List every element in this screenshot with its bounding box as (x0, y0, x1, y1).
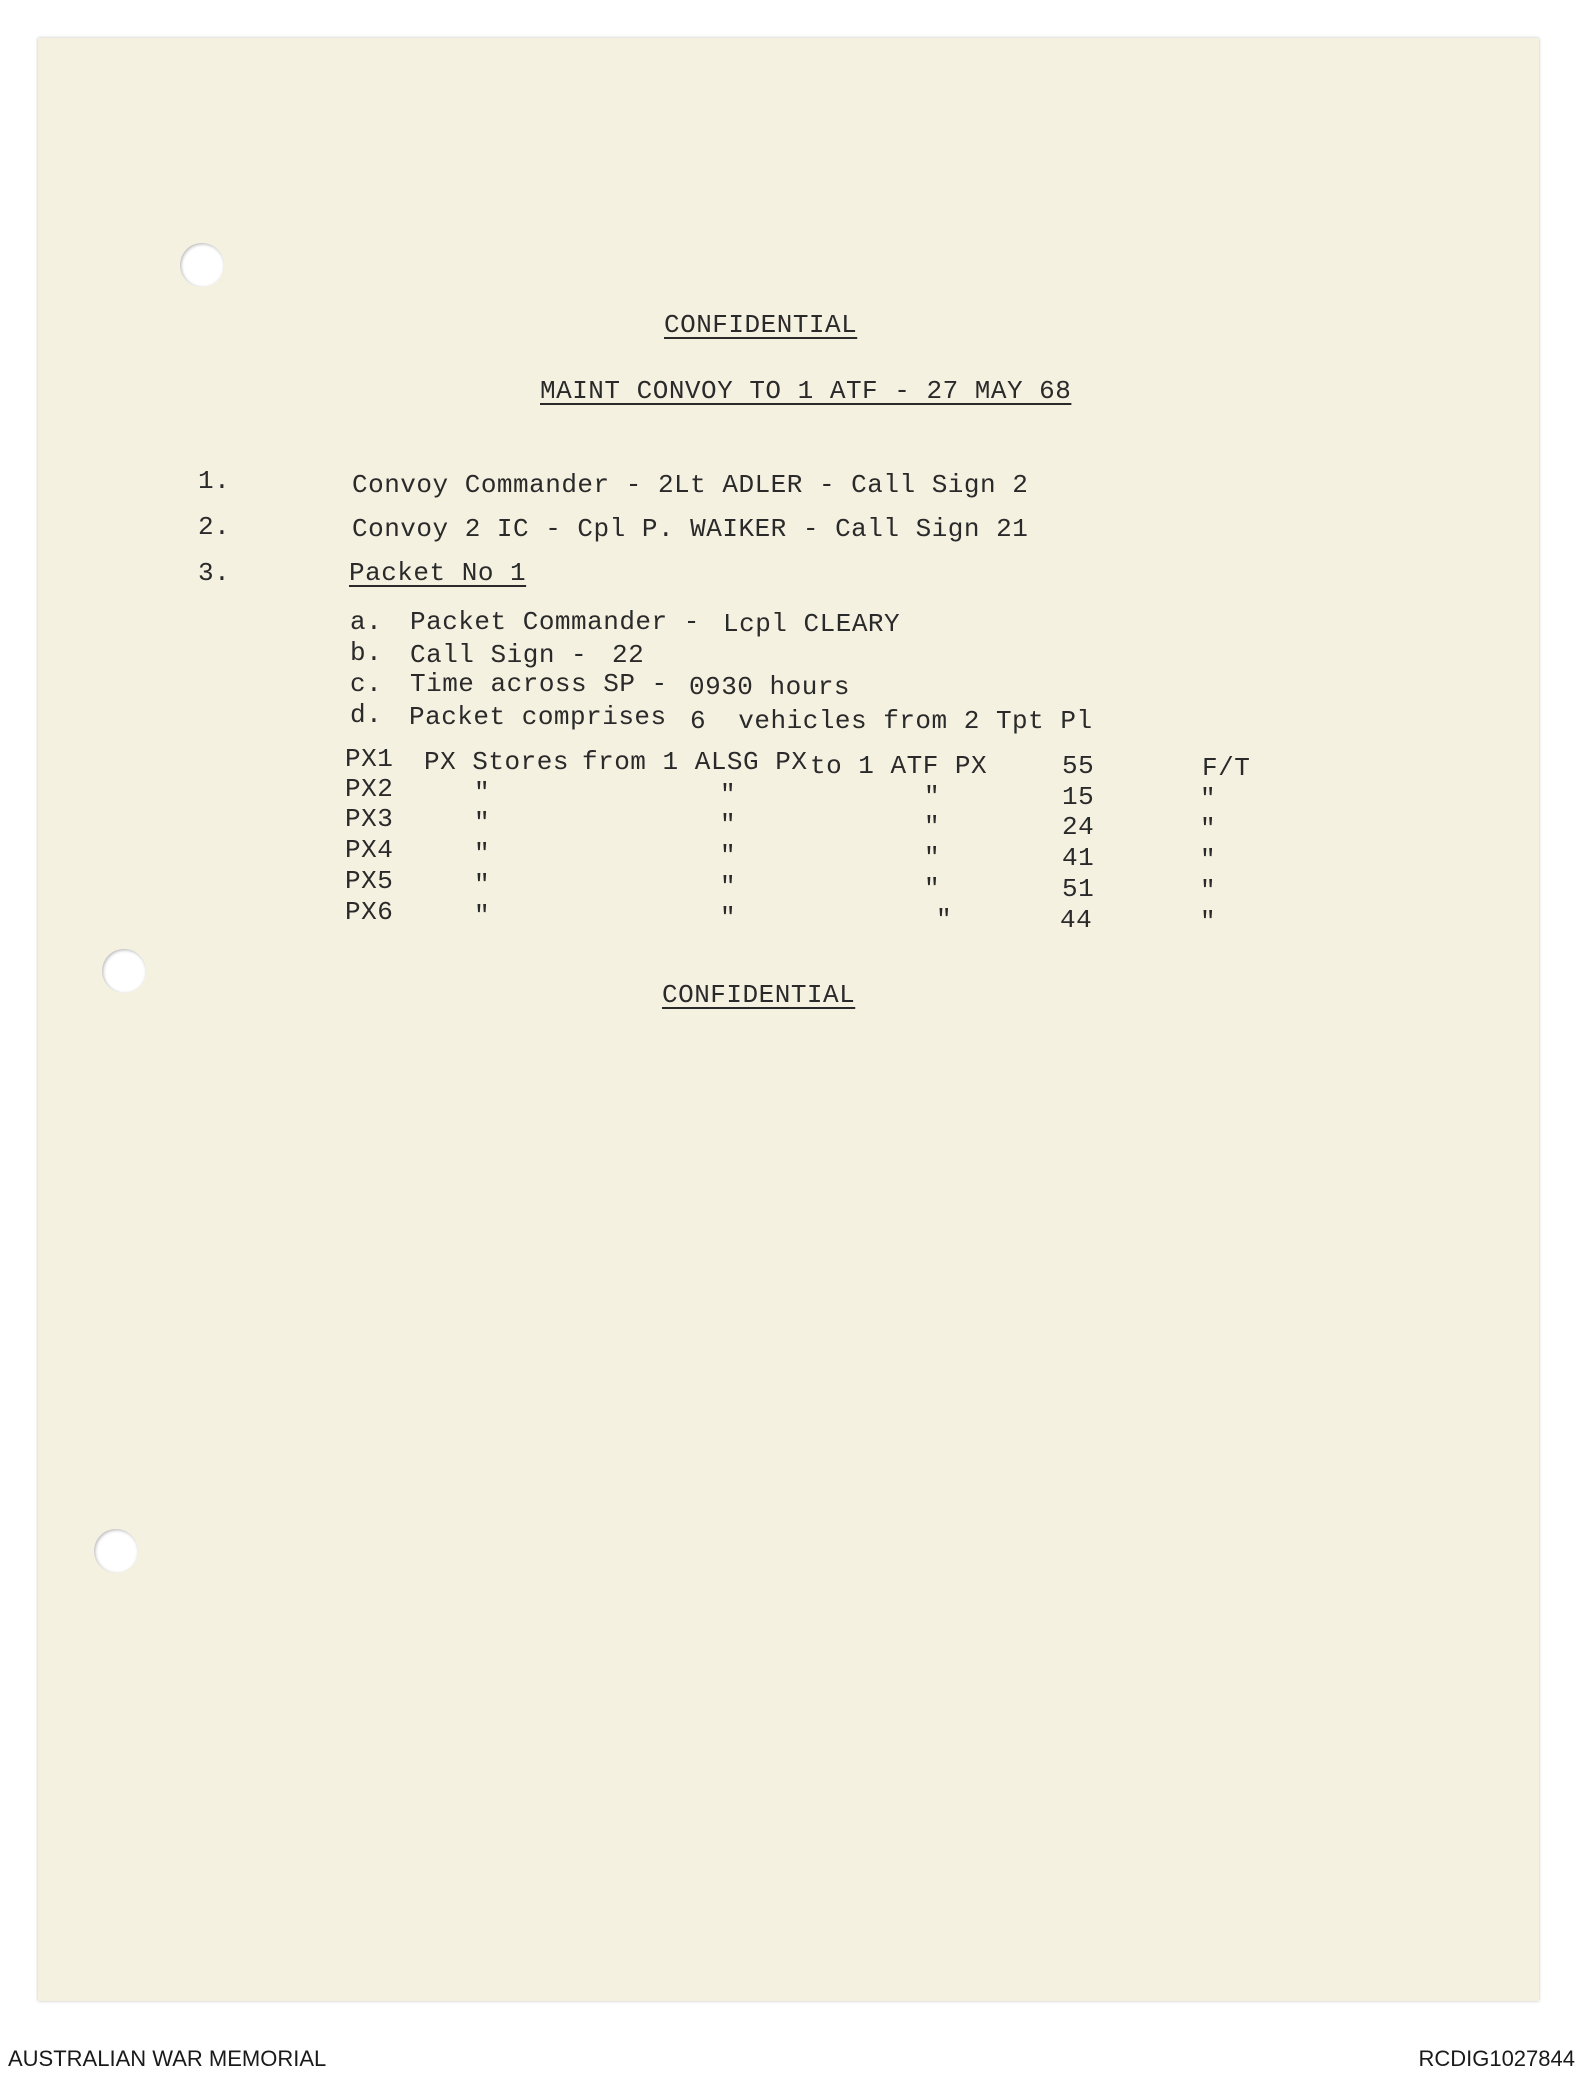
vehicle-unit: " (1200, 845, 1217, 875)
vehicle-id: PX5 (345, 866, 394, 896)
punch-hole (102, 949, 146, 993)
document-title: MAINT CONVOY TO 1 ATF - 27 MAY 68 (540, 376, 1072, 406)
header-classification: CONFIDENTIAL (664, 310, 858, 340)
item-number: 3. (198, 558, 231, 588)
subitem-letter: c. (350, 669, 383, 699)
footer-classification: CONFIDENTIAL (662, 980, 856, 1010)
vehicle-unit: F/T (1202, 753, 1251, 783)
vehicle-qty: 55 (1062, 751, 1095, 781)
subitem-value: 22 (612, 640, 645, 670)
subitem-value: 6 vehicles from 2 Tpt Pl (690, 706, 1093, 736)
item-text: Convoy Commander - 2Lt ADLER - Call Sign 2 (352, 470, 1029, 500)
vehicle-to: " (924, 782, 941, 812)
vehicle-qty: 51 (1062, 874, 1095, 904)
vehicle-to: " (924, 812, 941, 842)
subitem-value: Lcpl CLEARY (723, 609, 901, 639)
vehicle-from: " (720, 810, 737, 840)
vehicle-id: PX3 (345, 804, 394, 834)
vehicle-id: PX6 (345, 897, 394, 927)
item-text: Packet No 1 (349, 558, 527, 588)
vehicle-from: " (720, 872, 737, 902)
subitem-label: Time across SP - (410, 669, 668, 699)
vehicle-id: PX4 (345, 835, 394, 865)
subitem-value: 0930 hours (689, 672, 851, 702)
vehicle-from: " (720, 903, 737, 933)
subitem-label: Call Sign - (410, 640, 588, 670)
vehicle-to: " (924, 843, 941, 873)
vehicle-unit: " (1200, 814, 1217, 844)
vehicle-id: PX1 (345, 744, 394, 774)
vehicle-desc: " (474, 901, 491, 931)
vehicle-unit: " (1200, 876, 1217, 906)
vehicle-from: " (720, 780, 737, 810)
vehicle-from: " (720, 841, 737, 871)
vehicle-qty: 24 (1062, 812, 1095, 842)
vehicle-desc: " (474, 778, 491, 808)
vehicle-from: from 1 ALSG PX (582, 747, 808, 777)
punch-hole (94, 1529, 138, 1573)
subitem-letter: a. (350, 607, 383, 637)
item-text: Convoy 2 IC - Cpl P. WAIKER - Call Sign 21 (352, 514, 1029, 544)
vehicle-desc: PX Stores (424, 747, 569, 777)
vehicle-unit: " (1200, 784, 1217, 814)
footer-right: RCDIG1027844 (1418, 2046, 1575, 2071)
subitem-label: Packet comprises (409, 702, 667, 732)
vehicle-unit: " (1200, 907, 1217, 937)
vehicle-id: PX2 (345, 774, 394, 804)
punch-hole (180, 243, 224, 287)
vehicle-to: " (924, 874, 941, 904)
subitem-letter: b. (350, 638, 383, 668)
subitem-letter: d. (350, 700, 383, 730)
item-number: 1. (198, 466, 231, 496)
vehicle-desc: " (474, 808, 491, 838)
subitem-label: Packet Commander - (410, 607, 700, 637)
vehicle-qty: 41 (1062, 843, 1095, 873)
vehicle-qty: 44 (1060, 905, 1093, 935)
item-number: 2. (198, 512, 231, 542)
vehicle-to: " (936, 905, 953, 935)
vehicle-qty: 15 (1062, 782, 1095, 812)
vehicle-to: to 1 ATF PX (810, 751, 988, 781)
vehicle-desc: " (474, 870, 491, 900)
footer-left: AUSTRALIAN WAR MEMORIAL (8, 2046, 327, 2071)
vehicle-desc: " (474, 839, 491, 869)
